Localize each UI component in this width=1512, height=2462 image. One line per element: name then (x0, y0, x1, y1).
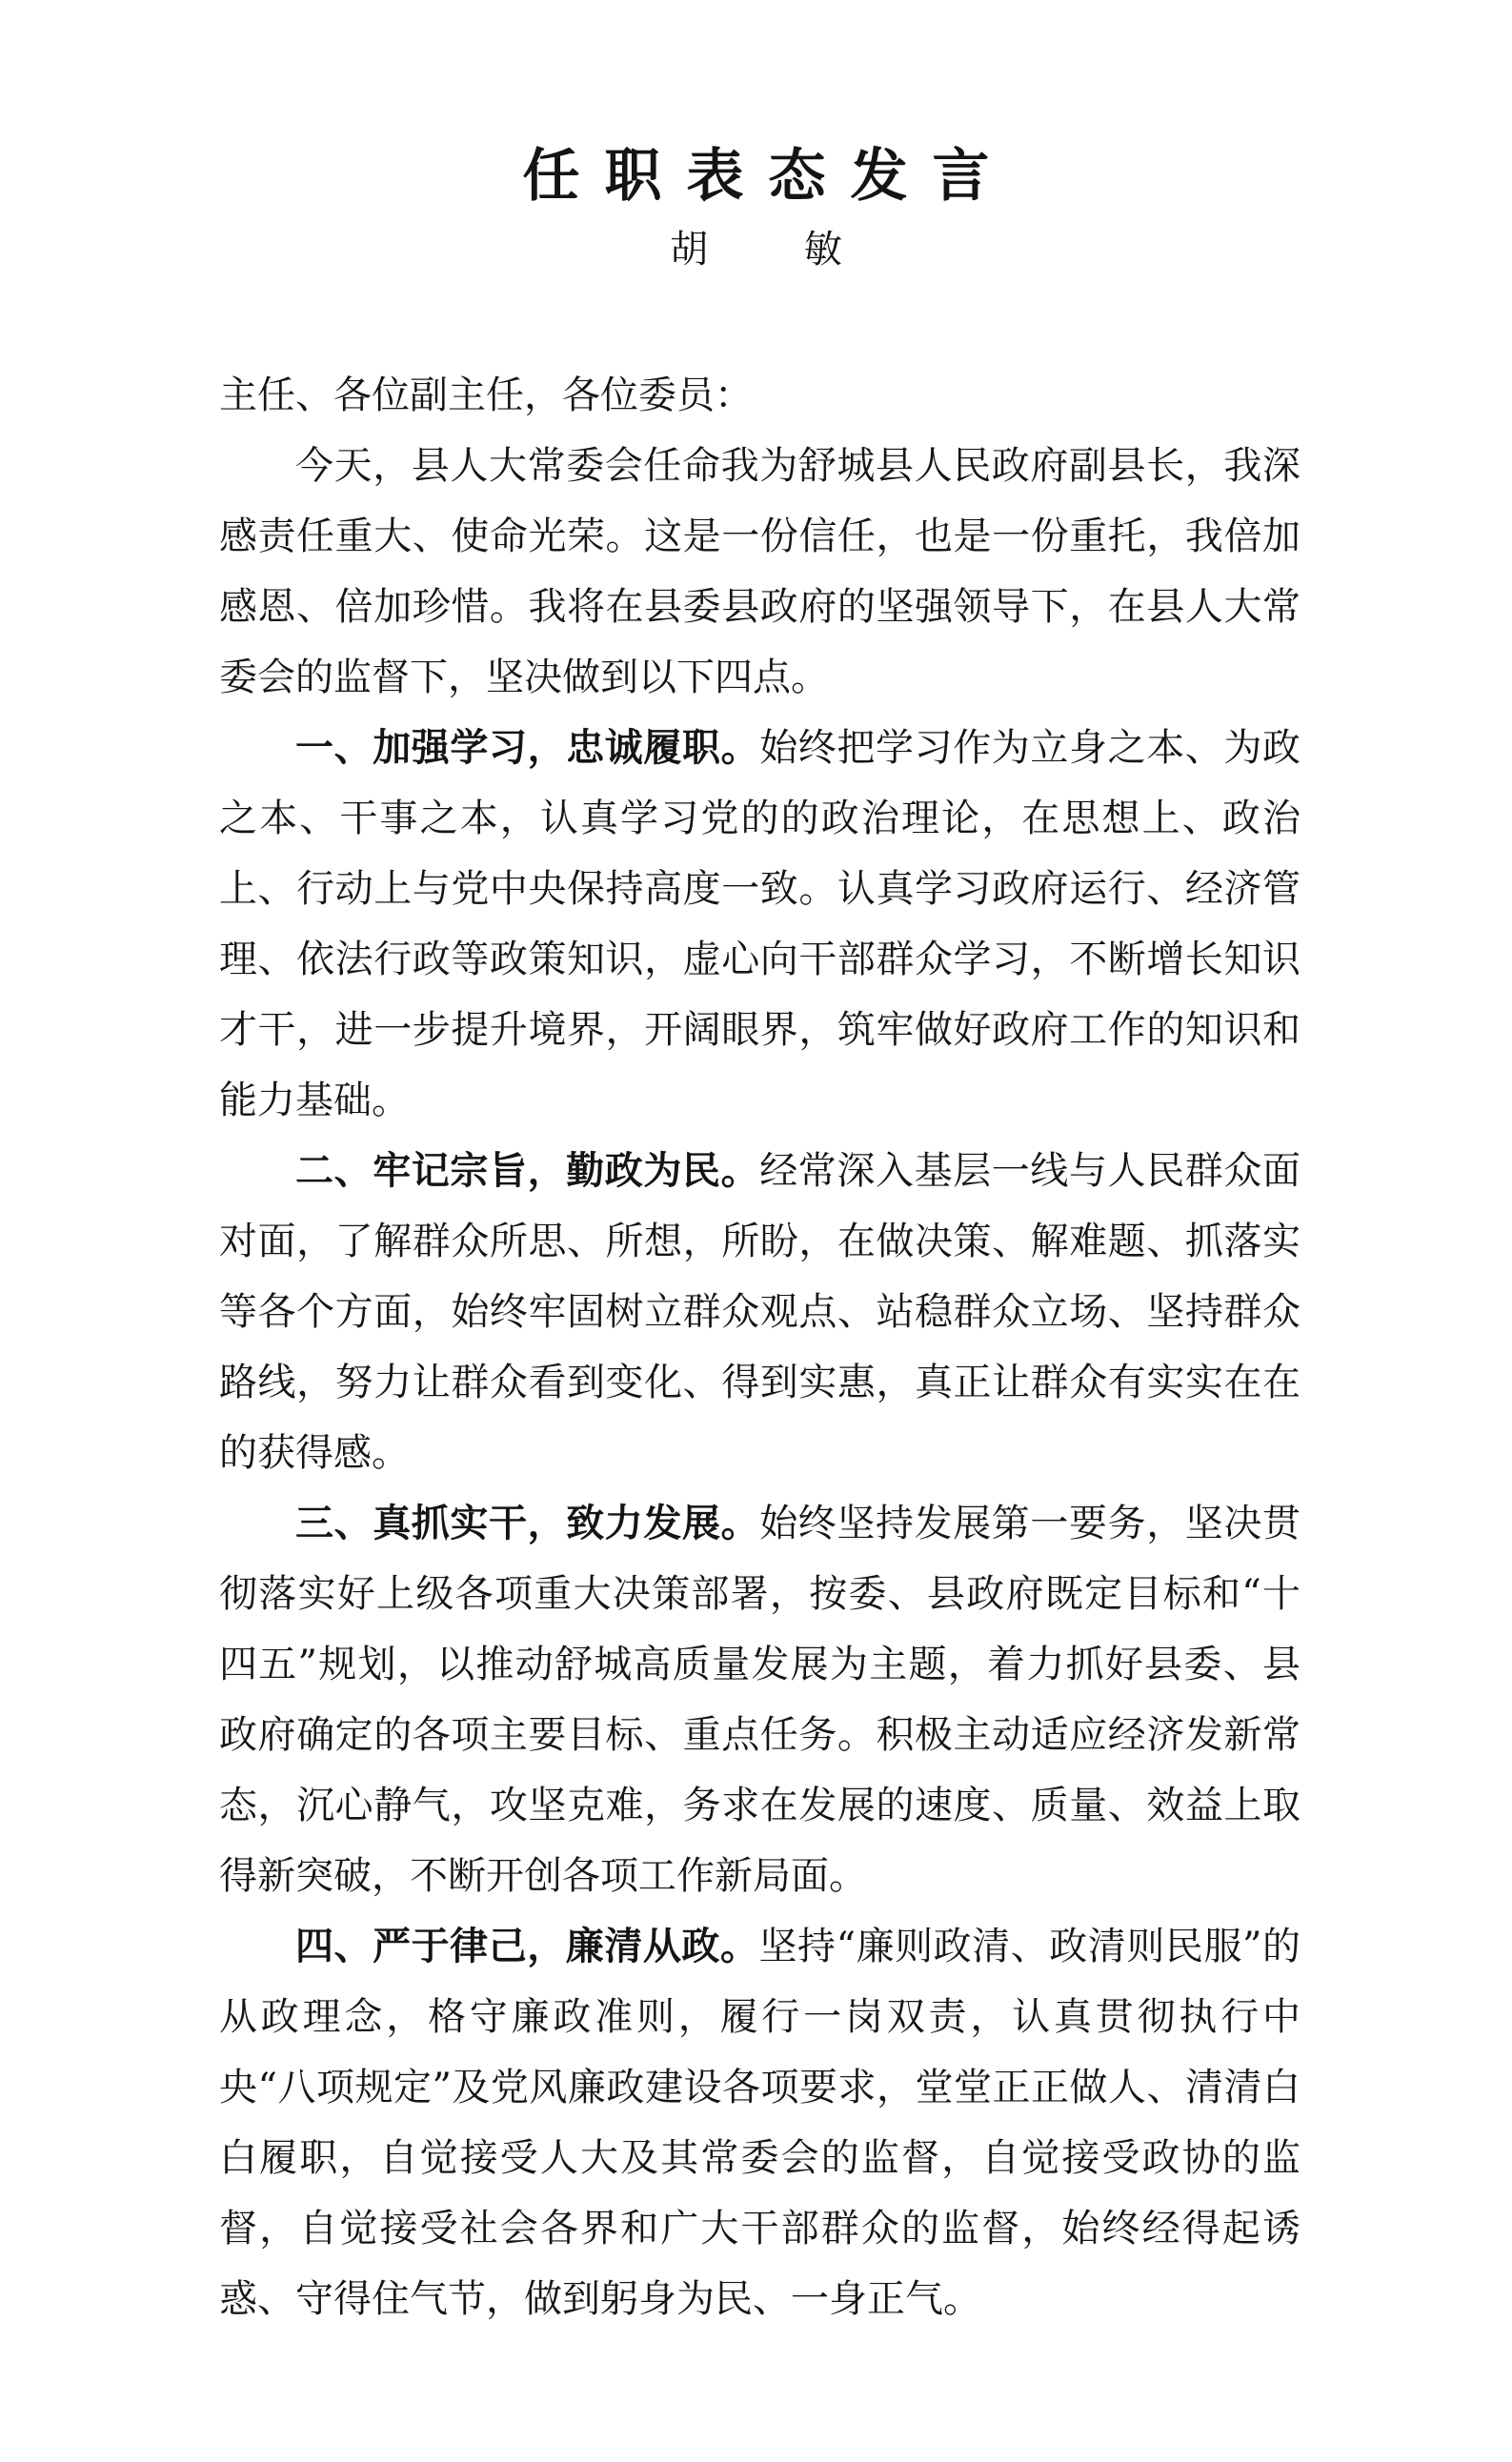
document-title: 任职表态发言 (522, 143, 1015, 210)
section-heading-3: 三、真抓实干，致力发展。 (295, 1502, 760, 1545)
section-text-4: 坚持“廉则政清、政清则民服”的从政理念，格守廉政准则，履行一岗双责，认真贯彻执行中央“八项规定”及党风廉政建设各项要求，堂堂正正做人、清清白白履职，自觉接受人大及其常委会的监督，自觉接受政协的监督，自觉接受社会各界和广大干部群众的监督，始终经得起诱惑、守得住气节，做到躬身为民、一身正气。 (219, 1925, 1301, 2321)
section-heading-1: 一、加强学习，忠诚履职。 (295, 726, 760, 770)
section-paragraph-3 (219, 1488, 1300, 1911)
section-text-1: 始终把学习作为立身之本、为政之本、干事之本，认真学习党的的政治理论，在思想上、政治上、行动上与党中央保持高度一致。认真学习政府运行、经济管理、依法行政等政策知识，虚心向干部群众学习，不断增长知识才干，进一步提升境界，开阔眼界，筑牢做好政府工作的知识和能力基础。 (219, 726, 1301, 1122)
section-heading-4: 四、严于律己，廉清从政。 (295, 1925, 759, 1968)
section-heading-2: 二、牢记宗旨，勤政为民。 (295, 1149, 760, 1193)
section-paragraph-1 (219, 713, 1300, 1136)
intro-paragraph: 今天，县人大常委会任命我为舒城县人民政府副县长，我深感责任重大、使命光荣。这是一份信任，也是一份重托，我倍加感恩、倍加珍惜。我将在县委县政府的坚强领导下，在县人大常委会的监督下，坚决做到以下四点。 (219, 444, 1300, 699)
section-text-2: 经常深入基层一线与人民群众面对面，了解群众所思、所想，所盼，在做决策、解难题、抓落实等各个方面，始终牢固树立群众观点、站稳群众立场、坚持群众路线，努力让群众看到变化、得到实惠，真正让群众有实实在在的获得感。 (219, 1149, 1301, 1475)
salutation: 主任、各位副主任，各位委员： (219, 373, 753, 417)
section-paragraph-2 (219, 1136, 1300, 1488)
speech-body (219, 360, 1300, 2334)
author-name: 胡 敏 (670, 228, 884, 272)
section-paragraph-4 (219, 1911, 1300, 2334)
section-text-3: 始终坚持发展第一要务，坚决贯彻落实好上级各项重大决策部署，按委、县政府既定目标和“十四五”规划，以推动舒城高质量发展为主题，着力抓好县委、县政府确定的各项主要目标、重点任务。积极主动适应经济发新常态，沉心静气，攻坚克难，务求在发展的速度、质量、效益上取得新突破，不断开创各项工作新局面。 (219, 1502, 1301, 1898)
